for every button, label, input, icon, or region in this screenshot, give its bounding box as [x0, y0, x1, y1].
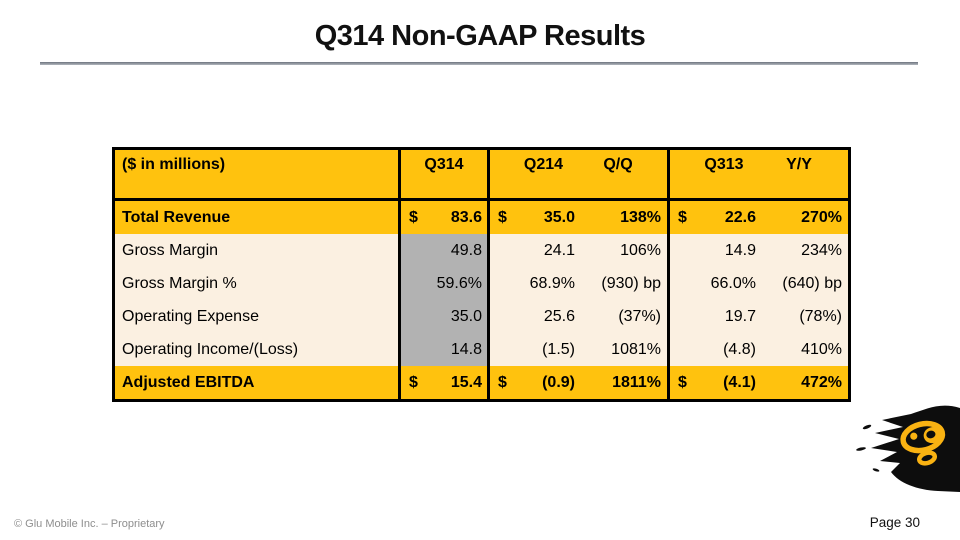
currency-symbol: $ — [498, 208, 507, 226]
qoq-change: (37%) — [618, 307, 661, 325]
financial-results-table — [112, 147, 851, 402]
q314-value: 15.4 — [450, 373, 482, 391]
header-q313-group — [669, 149, 850, 200]
yoy-change: 270% — [801, 208, 842, 226]
header-q314: Q314 — [400, 149, 489, 200]
table-row-operating-income — [114, 333, 850, 366]
title-underline — [40, 62, 918, 65]
row-label: Adjusted EBITDA — [122, 373, 255, 391]
row-label: Operating Expense — [122, 307, 259, 325]
slide-title: Q314 Non-GAAP Results — [314, 20, 646, 52]
q313-value: 14.9 — [724, 241, 756, 259]
q314-value: 83.6 — [450, 208, 482, 226]
currency-symbol: $ — [409, 373, 418, 391]
header-yoy: Y/Y — [786, 156, 812, 173]
header-q313: Q313 — [704, 156, 744, 173]
row-label: Total Revenue — [122, 208, 231, 226]
q214-value: (0.9) — [542, 373, 575, 391]
q313-value: 22.6 — [724, 208, 756, 226]
table-row-adjusted-ebitda — [114, 366, 850, 401]
header-q214-group — [489, 149, 669, 200]
q214-value: 24.1 — [543, 241, 575, 259]
q314-value: 35.0 — [450, 307, 482, 325]
footer-page-number: Page 30 — [869, 515, 920, 530]
table-row-gross-margin — [114, 234, 850, 267]
q314-value: 59.6% — [436, 274, 482, 292]
table-row-operating-expense — [114, 300, 850, 333]
table-row-total-revenue — [114, 200, 850, 235]
qoq-change: 1811% — [612, 373, 661, 391]
q313-value: 66.0% — [710, 274, 756, 292]
table-row-gross-margin-pct — [114, 267, 850, 300]
qoq-change: 106% — [620, 241, 661, 259]
yoy-change: (640) bp — [782, 274, 842, 292]
yoy-change: 472% — [801, 373, 842, 391]
table-header-row — [114, 149, 850, 200]
q214-value: (1.5) — [542, 340, 575, 358]
currency-symbol: $ — [678, 373, 687, 391]
row-label: Gross Margin % — [122, 274, 237, 292]
qoq-change: (930) bp — [601, 274, 661, 292]
currency-symbol: $ — [678, 208, 687, 226]
qoq-change: 138% — [620, 208, 661, 226]
header-units: ($ in millions) — [114, 149, 400, 200]
row-label: Operating Income/(Loss) — [122, 340, 299, 358]
q313-value: (4.8) — [723, 340, 756, 358]
header-qoq: Q/Q — [603, 156, 633, 173]
header-q214: Q214 — [523, 156, 564, 173]
currency-symbol: $ — [409, 208, 418, 226]
yoy-change: 410% — [801, 340, 842, 358]
q313-value: 19.7 — [724, 307, 756, 325]
q314-value: 49.8 — [450, 241, 482, 259]
row-label: Gross Margin — [122, 241, 219, 259]
glu-mobile-logo — [835, 400, 960, 495]
q214-value: 25.6 — [543, 307, 575, 325]
currency-symbol: $ — [498, 373, 507, 391]
footer-copyright: © Glu Mobile Inc. – Proprietary — [14, 518, 165, 530]
q214-value: 35.0 — [543, 208, 575, 226]
q314-value: 14.8 — [450, 340, 482, 358]
yoy-change: (78%) — [799, 307, 842, 325]
qoq-change: 1081% — [611, 340, 661, 358]
q313-value: (4.1) — [723, 373, 756, 391]
yoy-change: 234% — [801, 241, 842, 259]
q214-value: 68.9% — [529, 274, 575, 292]
